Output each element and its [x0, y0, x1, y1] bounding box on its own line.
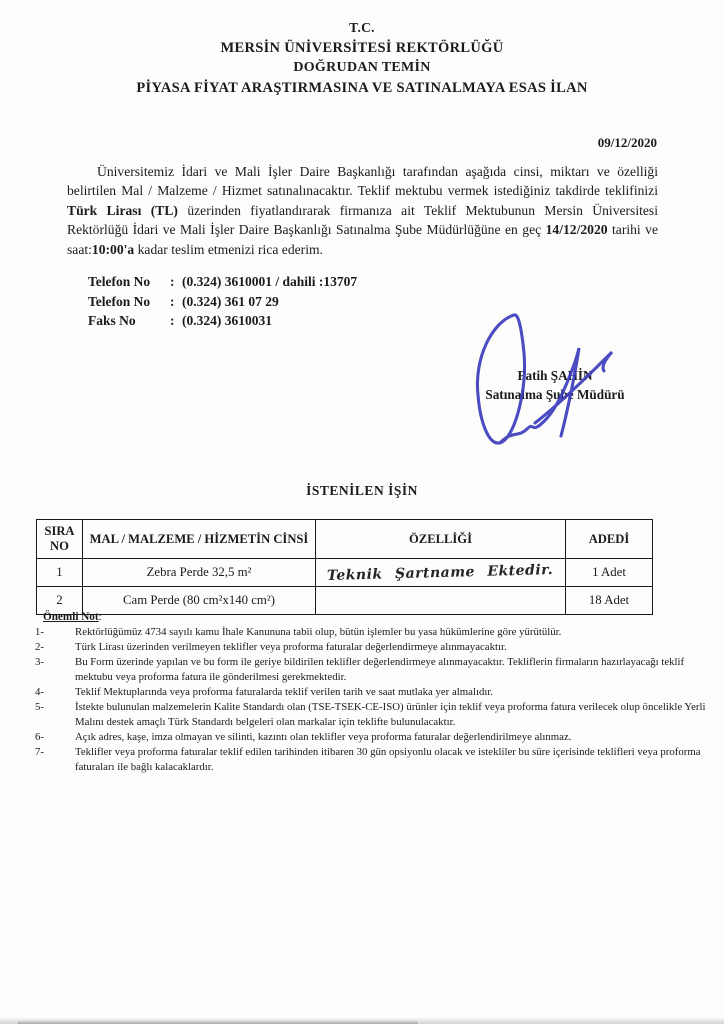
contact-block [88, 272, 357, 331]
note-number: 7- [35, 746, 44, 758]
note-text: Rektörlüğümüz 4734 sayılı kamu İhale Kanununa tabii olup, bütün işlemler bu yasa hükümlerine göre yürütülür. [75, 626, 562, 638]
note-number: 4- [35, 686, 44, 698]
note-item-4 [30, 685, 706, 700]
note-text: İstekte bulunulan malzemelerin Kalite Standardı olan (TSE-TSEK-CE-ISO) ürünler için teklif veya proforma fatura verilecek olup öncelikle Yerli Malını destek amaçlı Türk Standardı belgeleri olan markalar için teklifte bulunulacaktır. [75, 701, 706, 728]
intro-bold-deadline-date: 14/12/2020 [545, 222, 608, 238]
note-number: 1- [35, 626, 44, 638]
col-header-item-type: MAL / MALZEME / HİZMETİN CİNSİ [83, 520, 316, 559]
note-number: 5- [35, 701, 44, 713]
cell-row-number: 2 [37, 587, 83, 615]
note-number: 2- [35, 641, 44, 653]
note-text: Teklifler veya proforma faturalar teklif edilen tarihinden itibaren 30 gün opsiyonlu olacak ve istekliler bu süre içerisinde teklifleri veya proforma faturaları ile bağlı kalacaklardır. [75, 746, 701, 773]
note-number: 6- [35, 731, 44, 743]
requested-work-section-title: İSTENİLEN İŞİN [306, 483, 418, 498]
cell-quantity: 1 Adet [566, 559, 653, 587]
note-item-7 [30, 745, 706, 775]
cell-item-name: Cam Perde (80 cm²x140 cm²) [83, 587, 316, 615]
note-item-5 [30, 700, 706, 730]
table-row [37, 559, 653, 587]
document-date: 09/12/2020 [597, 135, 657, 150]
handwritten-signature-scribble [452, 300, 662, 460]
contact-value: (0.324) 361 07 29 [182, 293, 279, 309]
intro-bold-currency: Türk Lirası (TL) [67, 202, 178, 218]
cell-quantity: 18 Adet [566, 587, 653, 615]
letterhead-procurement-method: DOĞRUDAN TEMİN [293, 60, 431, 75]
contact-separator: : [170, 274, 175, 289]
cell-item-name: Zebra Perde 32,5 m² [83, 559, 316, 587]
contact-value: (0.324) 3610031 [182, 313, 272, 328]
important-notes-section [30, 610, 706, 775]
col-header-sira-no: SIRA NO [37, 520, 83, 559]
contact-separator: : [170, 313, 175, 328]
letterhead-announcement-title: PİYASA FİYAT ARAŞTIRMASINA VE SATINALMAYA ESAS İLAN [136, 80, 588, 96]
signatory-title: Satınalma Şube Müdürü [485, 387, 625, 402]
scan-bottom-edge-artifact-dark [18, 1020, 418, 1024]
notes-heading-colon: : [98, 611, 102, 623]
signatory-name: Fatih ŞAHİN [517, 368, 593, 383]
contact-label: Telefon No [88, 293, 151, 309]
cell-feature-handwritten-note [316, 559, 566, 587]
letterhead-organization: MERSİN ÜNİVERSİTESİ REKTÖRLÜĞÜ [220, 40, 504, 56]
note-text: Açık adres, kaşe, imza olmayan ve silinti, kazıntı olan teklifler veya proforma faturalar değerlendirilmeye alınmaz. [75, 731, 572, 743]
letterhead-tc: T.C. [349, 20, 375, 35]
items-table-header-row [37, 520, 653, 559]
intro-bold-deadline-time: 10:00'a [91, 241, 135, 257]
col-header-feature: ÖZELLİĞİ [316, 520, 566, 559]
contact-line-fax [88, 311, 357, 331]
cell-row-number: 1 [37, 559, 83, 587]
contact-line-phone-2 [88, 292, 357, 312]
note-number: 3- [35, 656, 44, 668]
intro-text-1: Üniversitemiz İdari ve Mali İşler Daire Başkanlığı tarafından aşağıda cinsi, miktarı ve özelliği belirtilen Mal / Malzeme / Hizmet satınalınacaktır. Teklif mektubu vermek istediğiniz takdirde teklifinizi [67, 164, 658, 199]
intro-paragraph [67, 162, 658, 259]
notes-heading: Önemli Not [43, 611, 99, 623]
handwritten-text: Teknik Şartname Ektedir. [327, 561, 554, 584]
intro-text-2: üzerinden fiyatlandırarak firmanıza ait Teklif Mektubunun Mersin Üniversitesi Rektörlüğü İdari ve Mali İşler Daire Başkanlığı Satınalma Şube Müdürlüğüne en geç [67, 202, 659, 238]
note-item-1 [30, 625, 706, 640]
items-table [36, 519, 653, 615]
contact-separator: : [170, 293, 175, 309]
note-item-6 [30, 730, 706, 745]
notes-heading-line [30, 610, 706, 625]
contact-value: (0.324) 3610001 / dahili :13707 [182, 274, 358, 289]
contact-label: Telefon No [88, 274, 151, 289]
contact-line-phone-1 [88, 272, 357, 292]
intro-text-4: kadar teslim etmenizi rica ederim. [134, 241, 323, 257]
note-text: Teklif Mektuplarında veya proforma faturalarda teklif verilen tarih ve saat mutlaka yer almalıdır. [75, 686, 494, 698]
note-text: Türk Lirası üzerinden verilmeyen teklifler veya proforma faturalar değerlendirmeye alınmayacaktır. [75, 641, 507, 653]
note-item-2 [30, 640, 706, 655]
col-header-quantity: ADEDİ [566, 520, 653, 559]
contact-label: Faks No [88, 313, 136, 328]
note-text: Bu Form üzerinde yapılan ve bu form ile geriye bildirilen teklifler değerlendirmeye alınmayacaktır. Tekliflerin firmaların hazırlayacağı teklif mektubu veya proforma fatura ile gönderilmesi gerekmektedir. [75, 656, 685, 683]
intro-text-3: tarihi ve saat: [67, 222, 658, 257]
note-item-3 [30, 655, 706, 685]
